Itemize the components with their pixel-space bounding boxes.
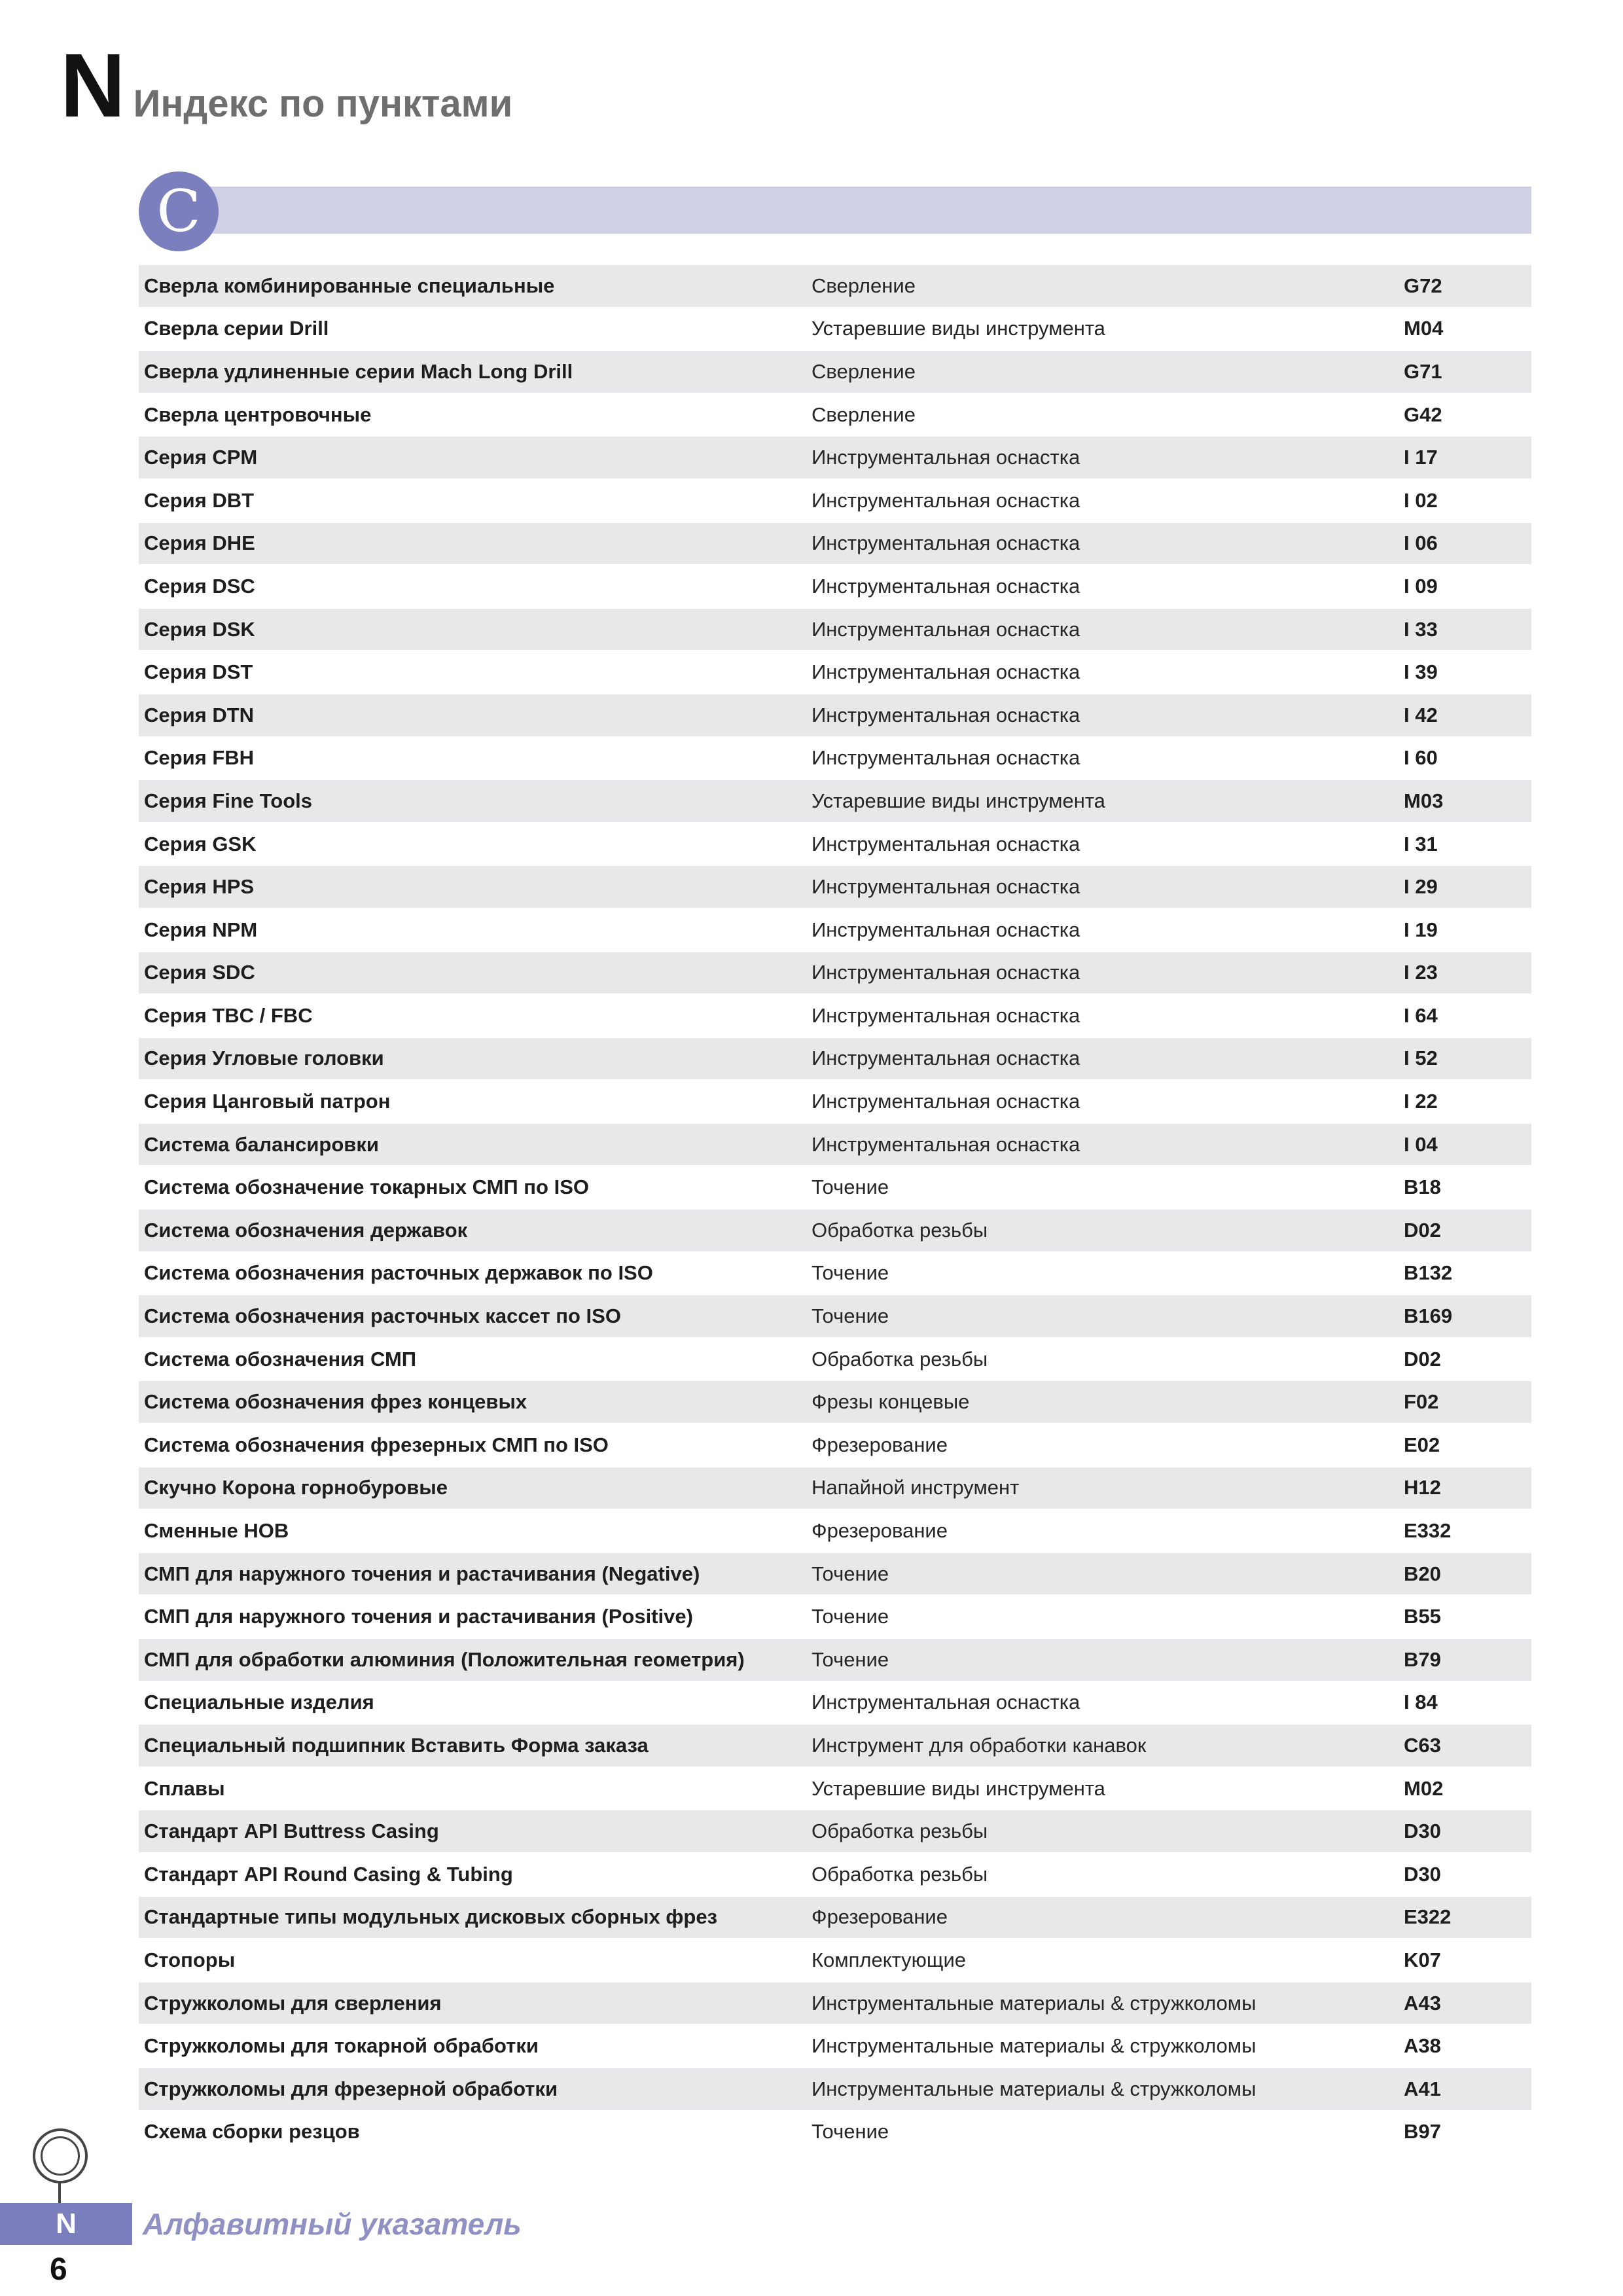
index-page-ref[interactable]: I 84: [1404, 1691, 1438, 1714]
index-page-ref[interactable]: A43: [1404, 1991, 1441, 2015]
section-letter-badge: [139, 171, 219, 251]
index-page-ref[interactable]: F02: [1404, 1390, 1439, 1414]
index-page-ref[interactable]: I 02: [1404, 488, 1438, 512]
index-section: Фрезерование: [812, 1519, 948, 1543]
table-row: [139, 1424, 1531, 1467]
index-section: Инструментальная оснастка: [812, 660, 1080, 684]
index-term: Стружколомы для сверления: [144, 1991, 442, 2015]
index-section: Точение: [812, 1562, 889, 1585]
index-section: Обработка резьбы: [812, 1347, 988, 1371]
index-section: Точение: [812, 1175, 889, 1199]
index-section: Инструментальная оснастка: [812, 446, 1080, 469]
table-row: [139, 694, 1531, 738]
table-row: [139, 1295, 1531, 1338]
index-section: Инструментальная оснастка: [812, 961, 1080, 984]
index-term: Сверла центровочные: [144, 403, 372, 426]
index-section: Сверление: [812, 403, 916, 426]
index-term: Серия Угловые головки: [144, 1047, 384, 1070]
index-page-ref[interactable]: D30: [1404, 1862, 1441, 1886]
index-section: Точение: [812, 2120, 889, 2144]
table-row: [139, 995, 1531, 1038]
index-section: Точение: [812, 1261, 889, 1285]
table-row: [139, 351, 1531, 394]
index-page-ref[interactable]: I 06: [1404, 531, 1438, 555]
index-term: Стандарт API Buttress Casing: [144, 1820, 439, 1843]
index-term: Специальные изделия: [144, 1691, 374, 1714]
index-section: Инструментальная оснастка: [812, 1691, 1080, 1714]
index-term: СМП для наружного точения и растачивания (Positive): [144, 1605, 693, 1628]
table-row: [139, 1939, 1531, 1982]
index-term: Система балансировки: [144, 1132, 379, 1156]
index-page-ref[interactable]: A38: [1404, 2034, 1441, 2058]
page-number: 6: [50, 2252, 67, 2287]
index-section: Инструментальная оснастка: [812, 1003, 1080, 1027]
index-term: Серия GSK: [144, 832, 257, 855]
table-row: [139, 308, 1531, 351]
index-term: Сверла серии Drill: [144, 317, 329, 340]
index-term: Серия DBT: [144, 488, 255, 512]
index-term: Стружколомы для фрезерной обработки: [144, 2077, 558, 2100]
table-row: [139, 1725, 1531, 1768]
index-page-ref[interactable]: I 31: [1404, 832, 1438, 855]
table-row: [139, 480, 1531, 523]
index-section: Инструментальная оснастка: [812, 703, 1080, 726]
page-header: [60, 35, 513, 136]
index-page-ref[interactable]: H12: [1404, 1476, 1441, 1499]
index-term: Система обозначения СМП: [144, 1347, 417, 1371]
table-row: [139, 1897, 1531, 1940]
index-page-ref[interactable]: I 29: [1404, 875, 1438, 899]
table-row: [139, 1467, 1531, 1511]
index-term: Система обозначения расточных державок по ISO: [144, 1261, 653, 1285]
index-section: Точение: [812, 1605, 889, 1628]
table-row: [139, 1682, 1531, 1725]
index-page-ref[interactable]: B169: [1404, 1304, 1453, 1328]
index-page-ref[interactable]: B18: [1404, 1175, 1441, 1199]
index-page-ref[interactable]: E322: [1404, 1905, 1452, 1929]
index-term: Серия TBC / FBC: [144, 1003, 313, 1027]
index-term: Серия Fine Tools: [144, 789, 313, 812]
index-term: Серия DTN: [144, 703, 255, 726]
table-row: [139, 1982, 1531, 2026]
index-section: Фрезерование: [812, 1905, 948, 1929]
index-section: Инструментальные материалы & стружколомы: [812, 2034, 1257, 2058]
index-page-ref[interactable]: I 23: [1404, 961, 1438, 984]
index-page-ref[interactable]: D02: [1404, 1218, 1441, 1242]
index-section: Инструментальная оснастка: [812, 531, 1080, 555]
index-term: Система обозначения фрезерных СМП по ISO: [144, 1433, 609, 1456]
index-page-ref[interactable]: B97: [1404, 2120, 1441, 2144]
index-term: Стружколомы для токарной обработки: [144, 2034, 539, 2058]
section-band: [165, 187, 1531, 234]
index-page-ref[interactable]: K07: [1404, 1948, 1441, 1971]
index-section: Сверление: [812, 359, 916, 383]
chapter-tab-letter: N: [56, 2208, 77, 2240]
index-section: Инструментальная оснастка: [812, 488, 1080, 512]
index-page-ref[interactable]: C63: [1404, 1733, 1441, 1757]
index-section: Обработка резьбы: [812, 1218, 988, 1242]
index-page-ref[interactable]: M02: [1404, 1776, 1444, 1800]
index-page-ref[interactable]: M04: [1404, 317, 1444, 340]
index-page-ref[interactable]: I 09: [1404, 574, 1438, 598]
table-row: [139, 523, 1531, 566]
index-table: [139, 265, 1531, 2154]
index-page-ref[interactable]: B132: [1404, 1261, 1453, 1285]
index-page-ref[interactable]: D30: [1404, 1820, 1441, 1843]
table-row: [139, 1854, 1531, 1897]
index-section: Инструментальные материалы & стружколомы: [812, 1991, 1257, 2015]
index-section: Устаревшие виды инструмента: [812, 317, 1105, 340]
table-row: [139, 780, 1531, 823]
index-page-ref[interactable]: A41: [1404, 2077, 1441, 2100]
table-row: [139, 2025, 1531, 2068]
table-row: [139, 2111, 1531, 2155]
section-letter: C: [156, 177, 201, 245]
index-page-ref[interactable]: I 42: [1404, 703, 1438, 726]
page-title: Индекс по пунктами: [133, 82, 513, 125]
index-section: Инструментальная оснастка: [812, 574, 1080, 598]
table-row: [139, 1124, 1531, 1167]
table-row: [139, 565, 1531, 609]
index-section: Инструмент для обработки канавок: [812, 1733, 1147, 1757]
index-section: Сверление: [812, 274, 916, 297]
index-term: Схема сборки резцов: [144, 2120, 360, 2144]
index-term: Стандарт API Round Casing & Tubing: [144, 1862, 513, 1886]
index-page-ref[interactable]: B55: [1404, 1605, 1441, 1628]
table-row: [139, 1768, 1531, 1811]
index-page-ref[interactable]: B79: [1404, 1647, 1441, 1671]
index-term: Сверла комбинированные специальные: [144, 274, 555, 297]
index-section: Комплектующие: [812, 1948, 966, 1971]
table-row: [139, 952, 1531, 996]
index-page-ref[interactable]: I 60: [1404, 746, 1438, 770]
index-term: Сплавы: [144, 1776, 225, 1800]
index-term: Сменные НОВ: [144, 1519, 289, 1543]
index-page-ref[interactable]: M03: [1404, 789, 1444, 812]
index-section: Устаревшие виды инструмента: [812, 789, 1105, 812]
ring-icon: [33, 2128, 88, 2183]
index-term: Серия DHE: [144, 531, 255, 555]
index-page-ref[interactable]: I 22: [1404, 1090, 1438, 1113]
table-row: [139, 1253, 1531, 1296]
index-page-ref[interactable]: I 52: [1404, 1047, 1438, 1070]
table-row: [139, 1038, 1531, 1081]
index-term: Серия DST: [144, 660, 253, 684]
index-section: Точение: [812, 1304, 889, 1328]
index-page-ref[interactable]: G42: [1404, 403, 1442, 426]
index-term: Специальный подшипник Вставить Форма заказа: [144, 1733, 649, 1757]
index-term: Сверла удлиненные серии Mach Long Drill: [144, 359, 573, 383]
index-section: Инструментальная оснастка: [812, 617, 1080, 641]
index-term: Серия DSK: [144, 617, 255, 641]
table-row: [139, 1081, 1531, 1124]
index-section: Обработка резьбы: [812, 1820, 988, 1843]
table-row: [139, 1381, 1531, 1424]
index-section: Инструментальная оснастка: [812, 1132, 1080, 1156]
chapter-tab[interactable]: [0, 2203, 132, 2245]
index-page-ref[interactable]: G72: [1404, 274, 1442, 297]
index-section: Инструментальная оснастка: [812, 1047, 1080, 1070]
index-page-ref[interactable]: B20: [1404, 1562, 1441, 1585]
index-term: Стопоры: [144, 1948, 236, 1971]
index-term: СМП для обработки алюминия (Положительная геометрия): [144, 1647, 745, 1671]
index-term: Серия DSC: [144, 574, 255, 598]
table-row: [139, 437, 1531, 480]
index-section: Точение: [812, 1647, 889, 1671]
index-section: Инструментальная оснастка: [812, 918, 1080, 941]
table-row: [139, 738, 1531, 781]
index-term: Серия HPS: [144, 875, 255, 899]
table-row: [139, 651, 1531, 694]
table-row: [139, 1596, 1531, 1639]
index-term: СМП для наружного точения и растачивания (Negative): [144, 1562, 700, 1585]
table-row: [139, 823, 1531, 867]
table-row: [139, 866, 1531, 909]
table-row: [139, 265, 1531, 308]
index-term: Система обозначения фрез концевых: [144, 1390, 527, 1414]
chapter-letter: N: [60, 35, 123, 136]
index-page-ref[interactable]: I 17: [1404, 446, 1438, 469]
index-section: Инструментальная оснастка: [812, 1090, 1080, 1113]
index-page-ref[interactable]: I 33: [1404, 617, 1438, 641]
index-section: Обработка резьбы: [812, 1862, 988, 1886]
table-row: [139, 394, 1531, 437]
table-row: [139, 1510, 1531, 1553]
index-page-ref[interactable]: I 19: [1404, 918, 1438, 941]
index-page-ref[interactable]: D02: [1404, 1347, 1441, 1371]
index-page-ref[interactable]: G71: [1404, 359, 1442, 383]
table-row: [139, 1810, 1531, 1854]
table-row: [139, 1338, 1531, 1382]
index-page-ref[interactable]: I 39: [1404, 660, 1438, 684]
table-row: [139, 909, 1531, 952]
index-section: Фрезерование: [812, 1433, 948, 1456]
table-row: [139, 1210, 1531, 1253]
index-section: Инструментальные материалы & стружколомы: [812, 2077, 1257, 2100]
index-term: Скучно Корона горнобуровые: [144, 1476, 448, 1499]
index-term: Серия FBH: [144, 746, 255, 770]
index-section: Устаревшие виды инструмента: [812, 1776, 1105, 1800]
index-term: Система обозначения державок: [144, 1218, 468, 1242]
index-page-ref[interactable]: E02: [1404, 1433, 1440, 1456]
index-term: Система обозначения расточных кассет по ISO: [144, 1304, 621, 1328]
index-section: Напайной инструмент: [812, 1476, 1020, 1499]
index-term: Система обозначение токарных СМП по ISO: [144, 1175, 589, 1199]
index-page-ref[interactable]: E332: [1404, 1519, 1452, 1543]
table-row: [139, 1553, 1531, 1596]
index-section: Инструментальная оснастка: [812, 746, 1080, 770]
index-section: Фрезы концевые: [812, 1390, 970, 1414]
index-section: Инструментальная оснастка: [812, 875, 1080, 899]
index-page-ref[interactable]: I 04: [1404, 1132, 1438, 1156]
index-term: Серия NPM: [144, 918, 258, 941]
table-row: [139, 1166, 1531, 1210]
index-term: Серия SDC: [144, 961, 255, 984]
index-section: Инструментальная оснастка: [812, 832, 1080, 855]
index-term: Серия Цанговый патрон: [144, 1090, 391, 1113]
index-page-ref[interactable]: I 64: [1404, 1003, 1438, 1027]
table-row: [139, 609, 1531, 652]
ring-stem: [58, 2182, 61, 2204]
table-row: [139, 2068, 1531, 2111]
index-term: Серия CPM: [144, 446, 258, 469]
table-row: [139, 1639, 1531, 1682]
index-term: Стандартные типы модульных дисковых сборных фрез: [144, 1905, 718, 1929]
footer-title: Алфавитный указатель: [143, 2207, 522, 2241]
